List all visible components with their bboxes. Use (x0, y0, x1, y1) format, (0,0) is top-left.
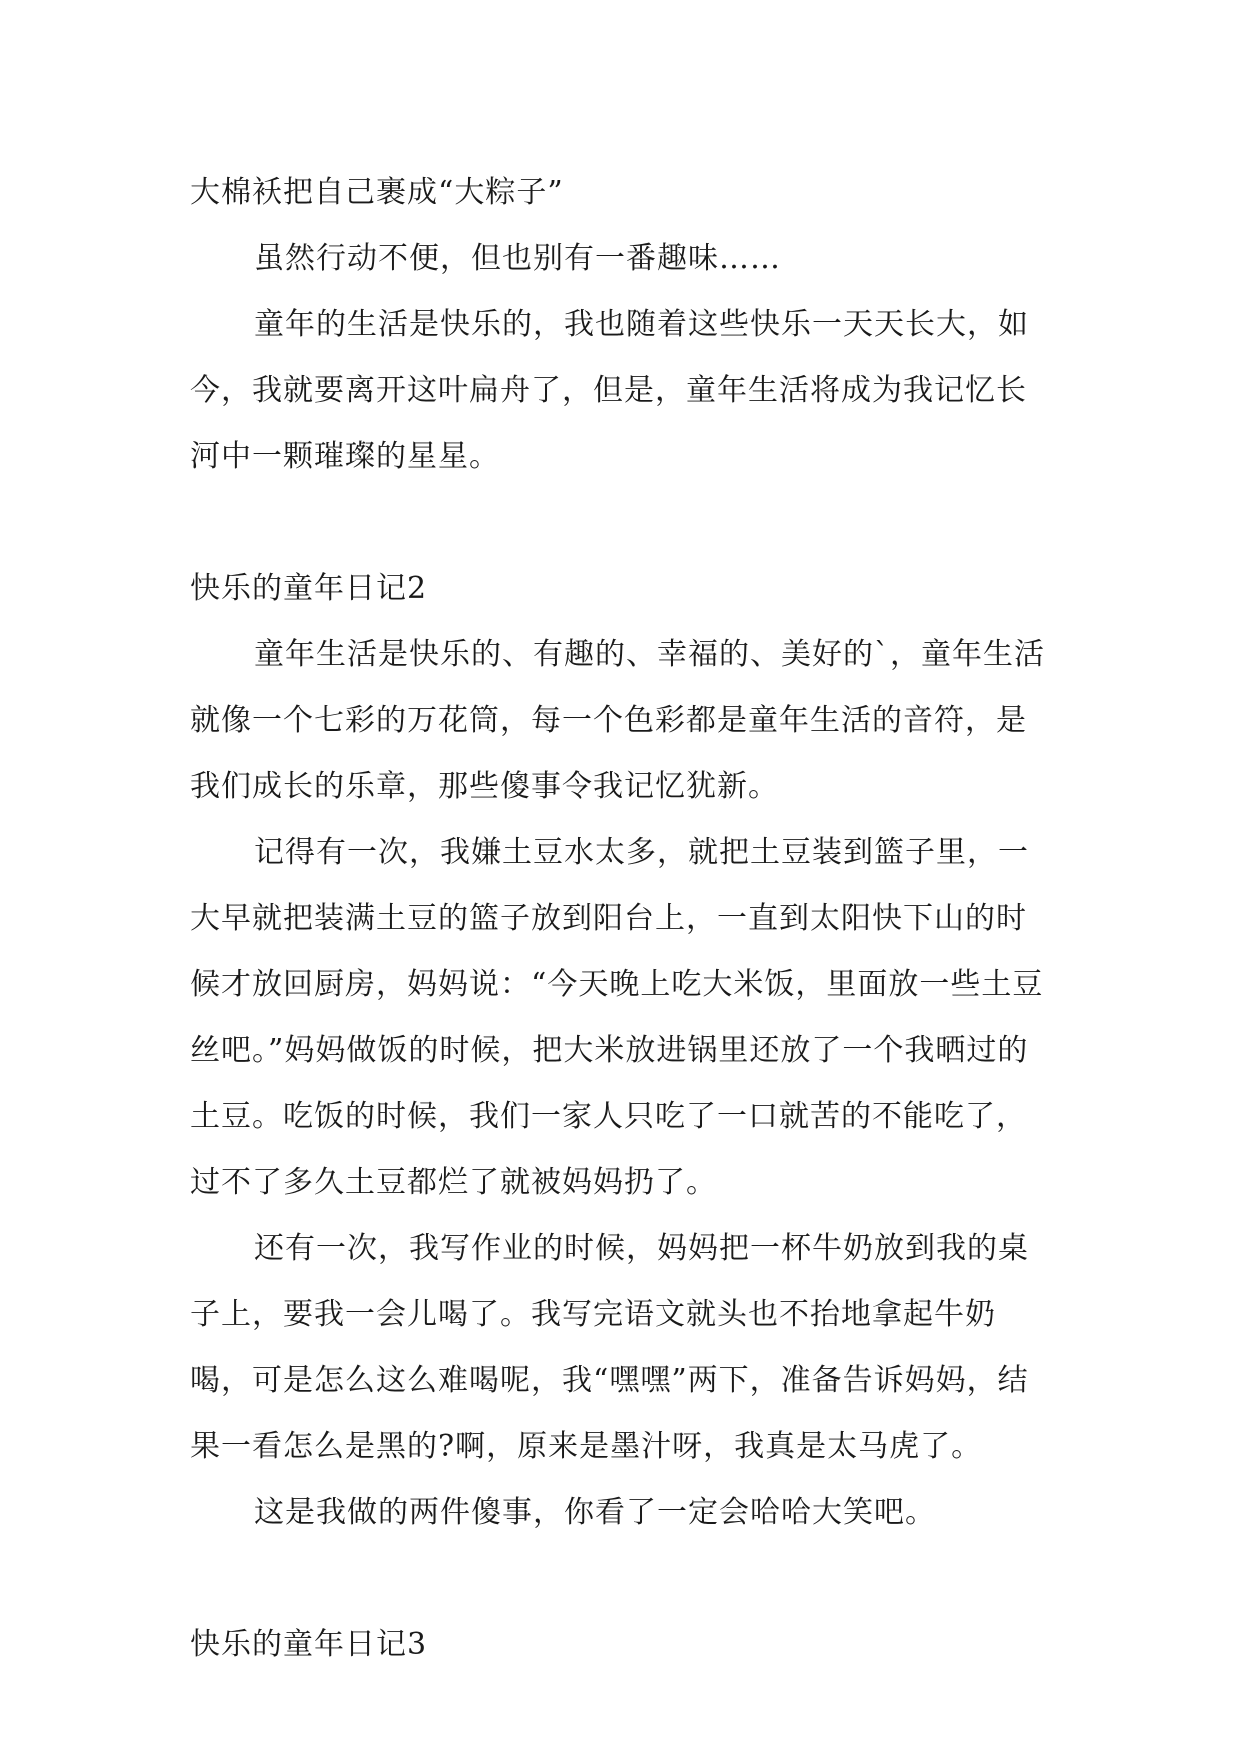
continuation-paragraph-1: 虽然行动不便，但也别有一番趣味…… (254, 241, 781, 276)
section-2-paragraph-3: 还有一次，我写作业的时候，妈妈把一杯牛奶放到我的桌子上，要我一会儿喝了。我写完语文就头也不抬地拿起牛奶喝，可是怎么这么难喝呢，我“嘿嘿”两下，准备告诉妈妈，结果一看怎么是黑的?啊，原来是墨汁呀，我真是太马虎了。 (190, 1231, 1029, 1464)
section-2-paragraph-2: 记得有一次，我嫌土豆水太多，就把土豆装到篮子里，一大早就把装满土豆的篮子放到阳台上，一直到太阳快下山的时候才放回厨房，妈妈说：“今天晚上吃大米饭，里面放一些土豆丝吧。”妈妈做饭的时候，把大米放进锅里还放了一个我晒过的土豆。吃饭的时候，我们一家人只吃了一口就苦的不能吃了，过不了多久土豆都烂了就被妈妈扔了。 (190, 835, 1044, 1200)
section-2-paragraph-4: 这是我做的两件傻事，你看了一定会哈哈大笑吧。 (254, 1495, 936, 1530)
section-gap (190, 1546, 1052, 1612)
continuation-paragraph-2: 童年的生活是快乐的，我也随着这些快乐一天天长大，如今，我就要离开这叶扁舟了，但是，童年生活将成为我记忆长河中一颗璀璨的星星。 (190, 307, 1029, 474)
section-2-title: 快乐的童年日记2 (190, 571, 428, 606)
section-3-title: 快乐的童年日记3 (190, 1627, 428, 1662)
section-2-paragraph-1: 童年生活是快乐的、有趣的、幸福的、美好的`，童年生活就像一个七彩的万花筒，每一个色彩都是童年生活的音符，是我们成长的乐章，那些傻事令我记忆犹新。 (190, 637, 1045, 804)
section-gap (190, 490, 1052, 556)
continuation-first-line: 大棉袄把自己裹成“大粽子” (190, 175, 564, 210)
document-body (190, 160, 1052, 1678)
